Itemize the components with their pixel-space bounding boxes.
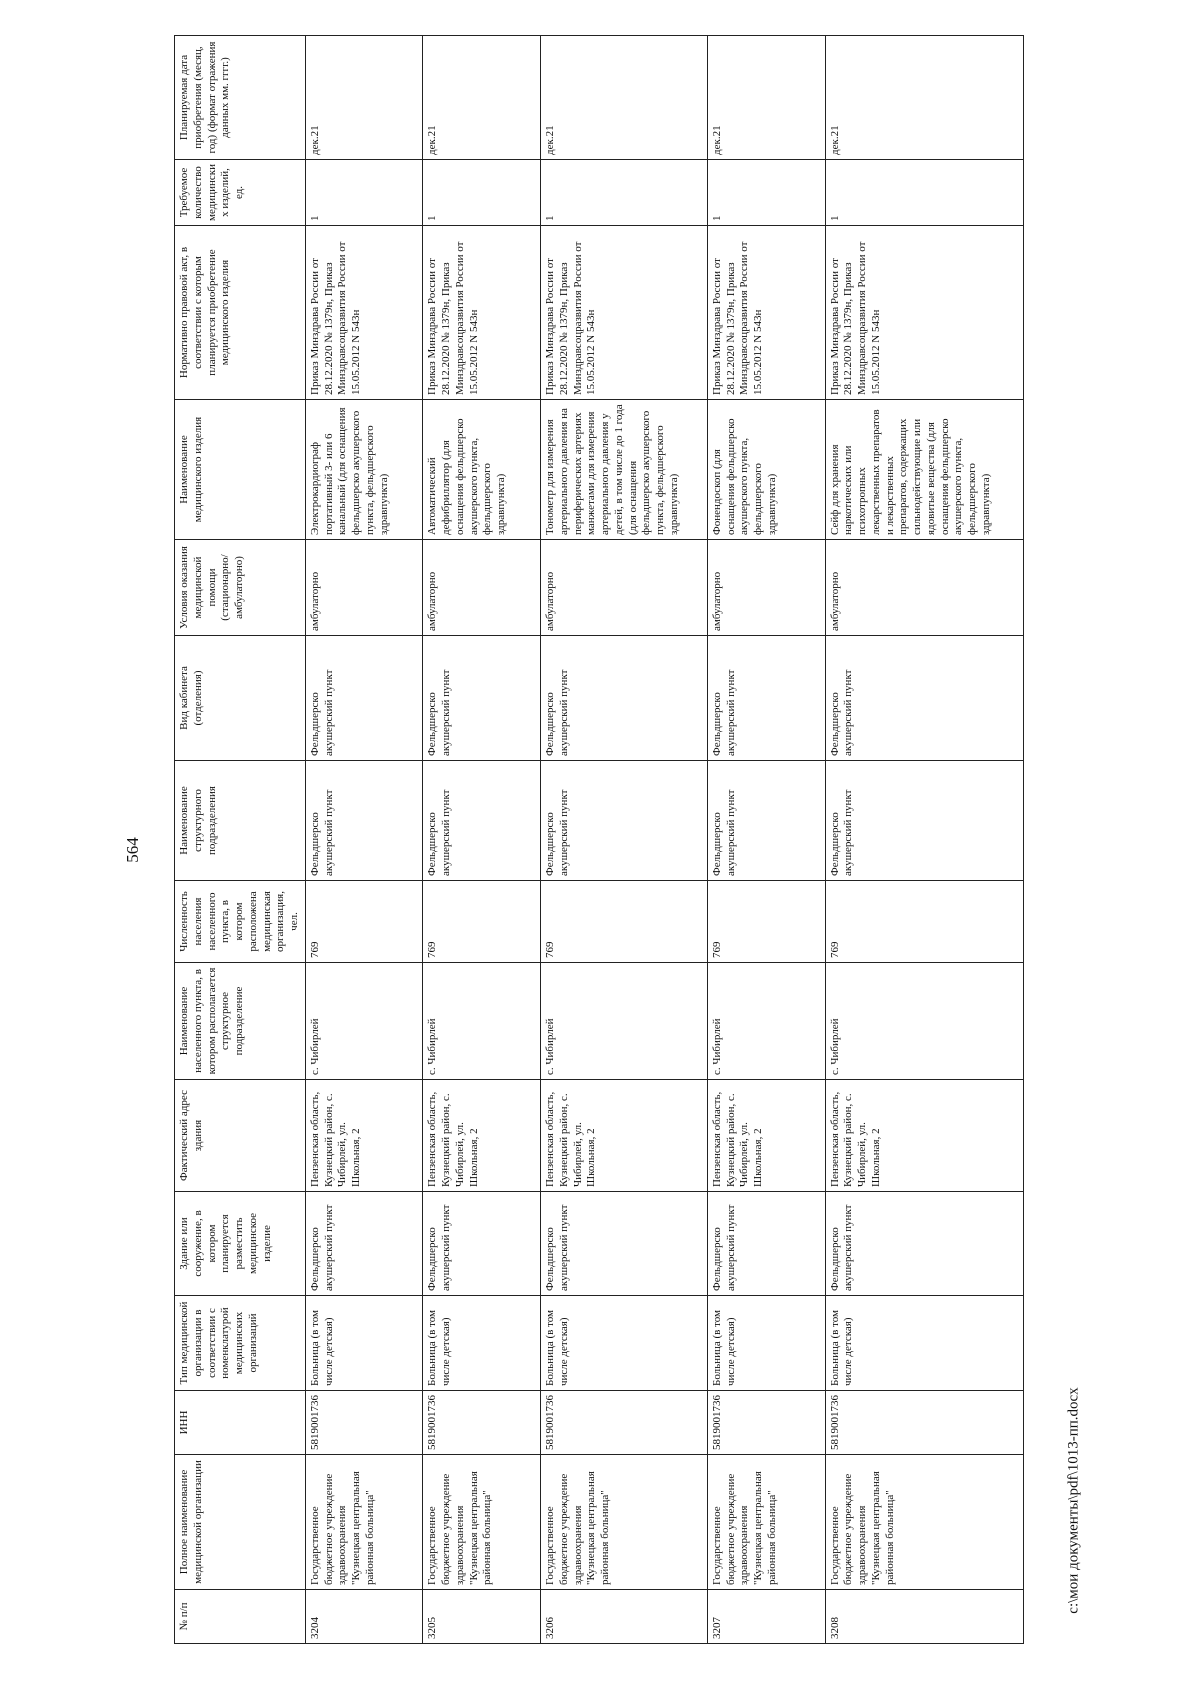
cell-org-type: Больница (в том числе детская)	[707, 1296, 825, 1391]
cell-number: 3207	[707, 1590, 825, 1644]
cell-conditions: амбулаторно	[305, 540, 423, 636]
cell-inn: 5819001736	[707, 1391, 825, 1455]
equipment-table	[174, 35, 1024, 1644]
cell-unit: Фельдшерско акушерский пункт	[541, 761, 708, 881]
column-header: Нормативно правовой акт, в соответствии с которым планируется приобретение медицинского изделия	[175, 226, 306, 400]
cell-quantity: 1	[707, 160, 825, 226]
cell-building: Фельдшерско акушерский пункт	[541, 1192, 708, 1296]
table-row	[707, 36, 825, 1644]
cell-legal-act: Приказ Минздрава России от 28.12.2020 № 1379н, Приказ Минздравсоцразвития России от 15.05.2012 N 543н	[423, 226, 541, 400]
cell-org-type: Больница (в том числе детская)	[825, 1296, 1023, 1391]
cell-population: 769	[305, 881, 423, 963]
cell-cabinet: Фельдшерско акушерский пункт	[305, 636, 423, 761]
cell-cabinet: Фельдшерско акушерский пункт	[825, 636, 1023, 761]
column-header: Наименование структурного подразделения	[175, 761, 306, 881]
cell-settlement: с. Чибирлей	[305, 963, 423, 1080]
cell-building: Фельдшерско акушерский пункт	[305, 1192, 423, 1296]
file-path-text: c:\мои документы\pdf\1013-пп.docx	[1065, 1386, 1082, 1614]
cell-date: дек.21	[707, 36, 825, 160]
cell-organization: Государственное бюджетное учреждение здравоохранения "Кузнецкая центральная районная больница"	[825, 1455, 1023, 1590]
cell-date: дек.21	[825, 36, 1023, 160]
column-header: Численность населения населенного пункта, в котором расположена медицинская организация, чел.	[175, 881, 306, 963]
cell-device: Сейф для хранения наркотических или психотропных лекарственных препаратов и лекарственных препаратов, содержащих сильнодействующие или ядовитые вещества (для оснащения фельдшерско акушерского пункта, фельдшерского здравпункта)	[825, 400, 1023, 540]
column-header: ИНН	[175, 1391, 306, 1455]
cell-conditions: амбулаторно	[707, 540, 825, 636]
cell-population: 769	[707, 881, 825, 963]
cell-number: 3206	[541, 1590, 708, 1644]
cell-legal-act: Приказ Минздрава России от 28.12.2020 № 1379н, Приказ Минздравсоцразвития России от 15.05.2012 N 543н	[825, 226, 1023, 400]
cell-address: Пензенская область, Кузнецкий район, с. Чибирлей, ул. Школьная, 2	[707, 1080, 825, 1192]
column-header: Условия оказания медицинской помощи (стационарно/амбулаторно)	[175, 540, 306, 636]
table-body	[305, 36, 1023, 1644]
cell-device: Фонендоскоп (для оснащения фельдшерско акушерского пункта, фельдшерского здравпункта)	[707, 400, 825, 540]
column-header: Здание или сооружение, в котором планируется разместить медицинское изделие	[175, 1192, 306, 1296]
cell-settlement: с. Чибирлей	[541, 963, 708, 1080]
cell-organization: Государственное бюджетное учреждение здравоохранения "Кузнецкая центральная районная больница"	[541, 1455, 708, 1590]
cell-population: 769	[423, 881, 541, 963]
cell-unit: Фельдшерско акушерский пункт	[305, 761, 423, 881]
cell-unit: Фельдшерско акушерский пункт	[707, 761, 825, 881]
cell-cabinet: Фельдшерско акушерский пункт	[423, 636, 541, 761]
cell-device: Тонометр для измерения артериального давления на периферических артериях манжетами для измерения артериального давления у детей, в том числе до 1 года (для оснащения фельдшерско акушерского пункта, фельдшерского здравпункта)	[541, 400, 708, 540]
cell-number: 3204	[305, 1590, 423, 1644]
cell-organization: Государственное бюджетное учреждение здравоохранения "Кузнецкая центральная районная больница"	[707, 1455, 825, 1590]
column-header: Тип медицинской организации в соответствии с номенклатурой медицинских организаций	[175, 1296, 306, 1391]
cell-building: Фельдшерско акушерский пункт	[825, 1192, 1023, 1296]
table-row	[423, 36, 541, 1644]
cell-legal-act: Приказ Минздрава России от 28.12.2020 № 1379н, Приказ Минздравсоцразвития России от 15.05.2012 N 543н	[541, 226, 708, 400]
cell-cabinet: Фельдшерско акушерский пункт	[541, 636, 708, 761]
cell-address: Пензенская область, Кузнецкий район, с. Чибирлей, ул. Школьная, 2	[423, 1080, 541, 1192]
cell-building: Фельдшерско акушерский пункт	[423, 1192, 541, 1296]
cell-address: Пензенская область, Кузнецкий район, с. Чибирлей, ул. Школьная, 2	[825, 1080, 1023, 1192]
table-row	[305, 36, 423, 1644]
table-header-row	[175, 36, 306, 1644]
cell-settlement: с. Чибирлей	[707, 963, 825, 1080]
column-header: Фактический адрес здания	[175, 1080, 306, 1192]
cell-quantity: 1	[305, 160, 423, 226]
cell-inn: 5819001736	[423, 1391, 541, 1455]
cell-org-type: Больница (в том числе детская)	[541, 1296, 708, 1391]
cell-population: 769	[541, 881, 708, 963]
cell-settlement: с. Чибирлей	[825, 963, 1023, 1080]
cell-device: Автоматический дефибриллятор (для оснащения фельдшерско акушерского пункта, фельдшерского здравпункта)	[423, 400, 541, 540]
cell-unit: Фельдшерско акушерский пункт	[423, 761, 541, 881]
cell-building: Фельдшерско акушерский пункт	[707, 1192, 825, 1296]
cell-unit: Фельдшерско акушерский пункт	[825, 761, 1023, 881]
cell-conditions: амбулаторно	[825, 540, 1023, 636]
cell-address: Пензенская область, Кузнецкий район, с. Чибирлей, ул. Школьная, 2	[541, 1080, 708, 1192]
cell-date: дек.21	[423, 36, 541, 160]
cell-inn: 5819001736	[541, 1391, 708, 1455]
cell-cabinet: Фельдшерско акушерский пункт	[707, 636, 825, 761]
footer-file-path	[1062, 1330, 1086, 1670]
table-container	[174, 36, 1024, 1644]
table-row	[541, 36, 708, 1644]
column-header: Наименование медицинского изделия	[175, 400, 306, 540]
cell-quantity: 1	[541, 160, 708, 226]
cell-conditions: амбулаторно	[541, 540, 708, 636]
cell-legal-act: Приказ Минздрава России от 28.12.2020 № 1379н, Приказ Минздравсоцразвития России от 15.05.2012 N 543н	[707, 226, 825, 400]
cell-date: дек.21	[305, 36, 423, 160]
cell-organization: Государственное бюджетное учреждение здравоохранения "Кузнецкая центральная районная больница"	[305, 1455, 423, 1590]
column-header: Вид кабинета (отделения)	[175, 636, 306, 761]
cell-quantity: 1	[825, 160, 1023, 226]
cell-number: 3208	[825, 1590, 1023, 1644]
cell-conditions: амбулаторно	[423, 540, 541, 636]
cell-device: Электрокардиограф портативный 3- или 6 канальный (для оснащения фельдшерско акушерского пункта, фельдшерского здравпункта)	[305, 400, 423, 540]
cell-inn: 5819001736	[825, 1391, 1023, 1455]
page-number-text: 564	[123, 837, 142, 863]
cell-legal-act: Приказ Минздрава России от 28.12.2020 № 1379н, Приказ Минздравсоцразвития России от 15.05.2012 N 543н	[305, 226, 423, 400]
cell-quantity: 1	[423, 160, 541, 226]
column-header: № п/п	[175, 1590, 306, 1644]
column-header: Полное наименование медицинской организации	[175, 1455, 306, 1590]
cell-population: 769	[825, 881, 1023, 963]
cell-settlement: с. Чибирлей	[423, 963, 541, 1080]
page-number	[118, 835, 148, 865]
cell-inn: 5819001736	[305, 1391, 423, 1455]
cell-org-type: Больница (в том числе детская)	[305, 1296, 423, 1391]
cell-organization: Государственное бюджетное учреждение здравоохранения "Кузнецкая центральная районная больница"	[423, 1455, 541, 1590]
column-header: Требуемое количество медицинских изделий, ед.	[175, 160, 306, 226]
table-row	[825, 36, 1023, 1644]
cell-org-type: Больница (в том числе детская)	[423, 1296, 541, 1391]
cell-number: 3205	[423, 1590, 541, 1644]
cell-date: дек.21	[541, 36, 708, 160]
column-header: Планируемая дата приобретения (месяц, год) (формат отражения данных мм. гггг.)	[175, 36, 306, 160]
cell-address: Пензенская область, Кузнецкий район, с. Чибирлей, ул. Школьная, 2	[305, 1080, 423, 1192]
column-header: Наименование населенного пункта, в котором располагается структурное подразделение	[175, 963, 306, 1080]
